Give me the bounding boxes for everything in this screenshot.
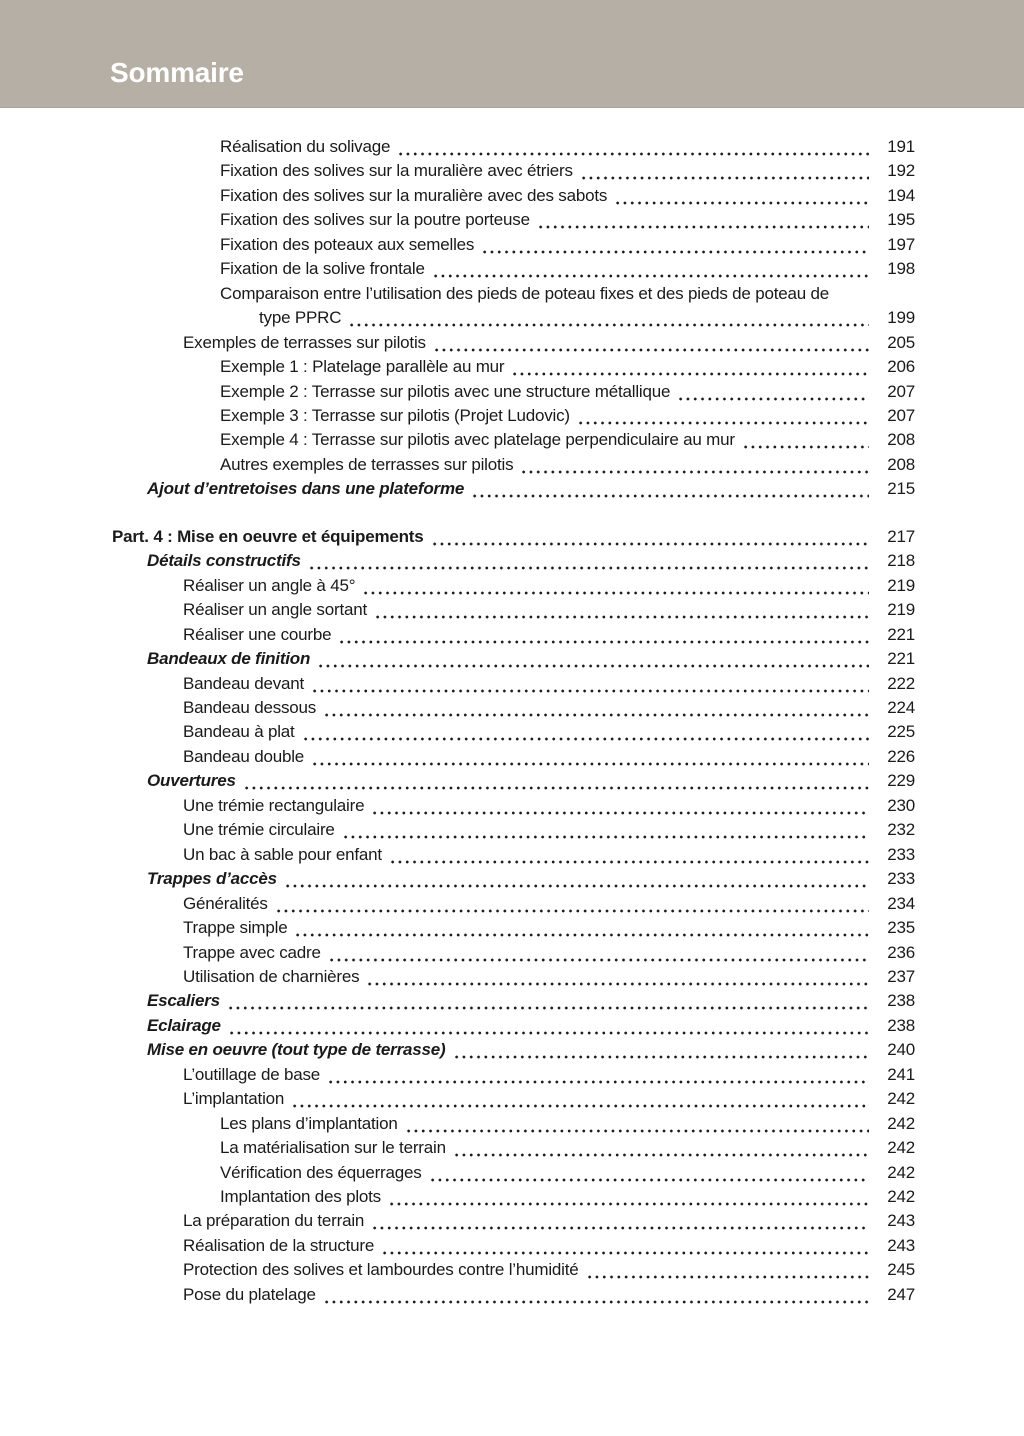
toc-entry-label: Trappe avec cadre (183, 942, 321, 962)
toc-entry-label: type PPRC (259, 308, 342, 328)
toc-entry-page: 221 (887, 624, 915, 644)
toc-entry-label: Utilisation de charnières (183, 966, 360, 986)
dot-leader (371, 1209, 869, 1233)
toc-entry-label: Ouvertures (147, 771, 236, 791)
dot-leader (537, 208, 869, 232)
toc-entry (0, 355, 915, 379)
toc-entry-label: Fixation des solives sur la muralière avec des sabots (220, 185, 608, 205)
toc-entry (0, 1283, 915, 1307)
toc-entry-label: Les plans d’implantation (220, 1113, 398, 1133)
toc-entry (0, 623, 915, 647)
toc-entry-page: 208 (887, 430, 915, 450)
toc-entry-page: 221 (887, 649, 915, 669)
toc-entry-label: Bandeau à plat (183, 722, 295, 742)
dot-leader (294, 916, 869, 940)
toc-entry-label: Escaliers (147, 991, 220, 1011)
toc-entry-label: Une trémie circulaire (183, 820, 335, 840)
dot-leader (388, 1185, 869, 1209)
toc-entry-page: 207 (887, 381, 915, 401)
toc-entry (0, 989, 915, 1013)
toc-entry-label: Exemples de terrasses sur pilotis (183, 332, 426, 352)
dot-leader (580, 159, 869, 183)
dot-leader (338, 623, 869, 647)
toc-entry-page: 243 (887, 1211, 915, 1231)
toc-entry (0, 453, 915, 477)
toc-entry-page: 238 (887, 1015, 915, 1035)
toc-entry (0, 257, 915, 281)
toc-entry-page: 217 (887, 526, 915, 546)
toc-entry-label: Réaliser un angle à 45° (183, 575, 356, 595)
toc-entry-page: 242 (887, 1187, 915, 1207)
toc-entry-label: Réalisation de la structure (183, 1235, 375, 1255)
toc-entry-label: L’implantation (183, 1089, 285, 1109)
toc-entry-page: 191 (887, 137, 915, 156)
dot-leader (317, 647, 869, 671)
toc-entry-page: 234 (887, 893, 915, 913)
dot-leader (431, 525, 869, 549)
toc-entry-label: La matérialisation sur le terrain (220, 1138, 446, 1158)
toc-entry (0, 696, 915, 720)
dot-leader (433, 331, 869, 355)
dot-leader (481, 233, 869, 257)
toc-entry (0, 794, 915, 818)
toc-entry (0, 208, 915, 232)
toc-entry-page: 205 (887, 332, 915, 352)
toc-entry-label: Fixation des solives sur la poutre porteuse (220, 210, 530, 230)
toc-entry (0, 306, 915, 330)
dot-leader (348, 306, 869, 330)
toc-entry (0, 331, 915, 355)
toc-entry (0, 818, 915, 842)
toc-entry-page: 208 (887, 454, 915, 474)
dot-leader (342, 818, 869, 842)
toc-entry (0, 477, 915, 501)
toc-entry-page: 192 (887, 161, 915, 181)
toc-entry-label: Vérification des équerrages (220, 1162, 422, 1182)
toc-entry-page: 242 (887, 1089, 915, 1109)
dot-leader (308, 549, 869, 573)
dot-leader (511, 355, 869, 379)
toc-entry-label: Pose du platelage (183, 1284, 316, 1304)
dot-leader (586, 1258, 869, 1282)
toc-entry-page: 195 (887, 210, 915, 230)
toc-entry (0, 1112, 915, 1136)
toc-entry-page: 215 (887, 479, 915, 499)
dot-leader (432, 257, 869, 281)
toc-entry (0, 1038, 915, 1062)
toc-entry (0, 282, 915, 306)
toc-entry (0, 1234, 915, 1258)
dot-leader (327, 1063, 869, 1087)
table-of-contents (0, 108, 1024, 1307)
dot-leader (677, 380, 869, 404)
toc-entry-page: 194 (887, 185, 915, 205)
dot-leader (429, 1161, 869, 1185)
toc-entry-page: 233 (887, 869, 915, 889)
toc-entry (0, 549, 915, 573)
dot-leader (405, 1112, 869, 1136)
dot-leader (577, 404, 869, 428)
dot-leader (453, 1136, 869, 1160)
toc-entry (0, 867, 915, 891)
toc-entry (0, 892, 915, 916)
toc-entry-label: Exemple 1 : Platelage parallèle au mur (220, 357, 505, 377)
dot-leader (291, 1087, 869, 1111)
toc-entry-page: 225 (887, 722, 915, 742)
toc-entry-page: 233 (887, 844, 915, 864)
toc-entry (0, 916, 915, 940)
toc-entry-page: 232 (887, 820, 915, 840)
dot-leader (284, 867, 869, 891)
toc-entry (0, 769, 915, 793)
toc-entry (0, 720, 915, 744)
toc-entry (0, 1063, 915, 1087)
dot-leader (742, 428, 869, 452)
dot-leader (362, 574, 869, 598)
toc-entry-page: 206 (887, 357, 915, 377)
toc-entry-page: 237 (887, 966, 915, 986)
toc-entry-label: Généralités (183, 893, 268, 913)
toc-entry-page: 242 (887, 1138, 915, 1158)
toc-entry-label: Mise en oeuvre (tout type de terrasse) (147, 1040, 446, 1060)
toc-entry-page: 240 (887, 1040, 915, 1060)
toc-entry (0, 647, 915, 671)
toc-entry-label: Exemple 4 : Terrasse sur pilotis avec platelage perpendiculaire au mur (220, 430, 735, 450)
toc-entry (0, 1209, 915, 1233)
dot-leader (371, 794, 869, 818)
toc-entry-label: Un bac à sable pour enfant (183, 844, 382, 864)
toc-entry-page: 207 (887, 405, 915, 425)
toc-entry (0, 574, 915, 598)
toc-entry (0, 1185, 915, 1209)
toc-entry-page: 219 (887, 575, 915, 595)
toc-entry-page: 242 (887, 1113, 915, 1133)
toc-entry-label: Protection des solives et lambourdes contre l’humidité (183, 1260, 579, 1280)
dot-leader (323, 1283, 869, 1307)
dot-leader (228, 1014, 869, 1038)
header-band (0, 0, 1024, 108)
toc-entry (0, 1014, 915, 1038)
dot-leader (520, 453, 869, 477)
toc-entry (0, 380, 915, 404)
toc-entry-label: Fixation des poteaux aux semelles (220, 234, 475, 254)
toc-entry-page: 236 (887, 942, 915, 962)
toc-entry-label: Bandeau devant (183, 673, 305, 693)
dot-leader (453, 1038, 870, 1062)
toc-entry (0, 1161, 915, 1185)
toc-entry-page: 226 (887, 746, 915, 766)
toc-entry-page: 247 (887, 1284, 915, 1304)
page-title: Sommaire (110, 57, 244, 88)
toc-entry-label: Fixation de la solive frontale (220, 259, 425, 279)
toc-entry-page: 199 (887, 308, 915, 328)
toc-entry-page: 242 (887, 1162, 915, 1182)
dot-leader (614, 184, 869, 208)
toc-entry (0, 672, 915, 696)
toc-entry-label: Bandeaux de finition (147, 649, 311, 669)
toc-entry-label: Exemple 2 : Terrasse sur pilotis avec une structure métallique (220, 381, 671, 401)
toc-entry-label: Exemple 3 : Terrasse sur pilotis (Projet Ludovic) (220, 405, 570, 425)
dot-leader (366, 965, 869, 989)
dot-leader (275, 892, 869, 916)
dot-leader (471, 477, 869, 501)
toc-entry-label: Réalisation du solivage (220, 137, 391, 156)
toc-entry (0, 745, 915, 769)
toc-entry (0, 233, 915, 257)
dot-leader (381, 1234, 869, 1258)
toc-entry (0, 598, 915, 622)
dot-leader (323, 696, 869, 720)
toc-entry-page: 235 (887, 918, 915, 938)
toc-entry (0, 404, 915, 428)
dot-leader (328, 941, 869, 965)
toc-entry-label: Réaliser une courbe (183, 624, 332, 644)
toc-entry-page: 238 (887, 991, 915, 1011)
dot-leader (311, 672, 869, 696)
toc-entry-page: 241 (887, 1064, 915, 1084)
toc-entry-label: Part. 4 : Mise en oeuvre et équipements (112, 526, 424, 546)
toc-entry-label: Autres exemples de terrasses sur pilotis (220, 454, 514, 474)
toc-entry-page: 230 (887, 795, 915, 815)
toc-entry (0, 159, 915, 183)
dot-leader (389, 843, 869, 867)
toc-entry-page: 197 (887, 234, 915, 254)
toc-entry (0, 525, 915, 549)
toc-entry-label: Implantation des plots (220, 1187, 381, 1207)
toc-entry-page: 218 (887, 551, 915, 571)
toc-entry-label: Ajout d’entretoises dans une plateforme (147, 479, 465, 499)
toc-entry-label: Comparaison entre l’utilisation des pieds de poteau fixes et des pieds de poteau de (220, 283, 830, 303)
toc-entry (0, 1087, 915, 1111)
toc-entry (0, 184, 915, 208)
toc-entry-label: Trappes d’accès (147, 869, 277, 889)
toc-entry (0, 428, 915, 452)
toc-entry-page: 245 (887, 1260, 915, 1280)
toc-entry-label: Bandeau double (183, 746, 305, 766)
toc-entry (0, 941, 915, 965)
toc-entry-label: Une trémie rectangulaire (183, 795, 365, 815)
dot-leader (227, 989, 869, 1013)
dot-leader (243, 769, 869, 793)
toc-entry (0, 843, 915, 867)
dot-leader (397, 135, 869, 159)
toc-entry-page: 224 (887, 697, 915, 717)
toc-entry-page: 229 (887, 771, 915, 791)
toc-entry-label: La préparation du terrain (183, 1211, 365, 1231)
dot-leader (374, 598, 869, 622)
toc-entry (0, 1258, 915, 1282)
toc-entry-label: L’outillage de base (183, 1064, 321, 1084)
toc-entry-label: Eclairage (147, 1015, 221, 1035)
toc-entry-label: Trappe simple (183, 918, 288, 938)
toc-entry-label: Détails constructifs (147, 551, 301, 571)
toc-entry-page: 219 (887, 600, 915, 620)
toc-entry (0, 1136, 915, 1160)
dot-leader (302, 720, 869, 744)
dot-leader (311, 745, 869, 769)
toc-entry-label: Réaliser un angle sortant (183, 600, 368, 620)
toc-entry-page: 222 (887, 673, 915, 693)
toc-entry-label: Fixation des solives sur la muralière avec étriers (220, 161, 573, 181)
toc-entry (0, 965, 915, 989)
toc-entry-label: Bandeau dessous (183, 697, 317, 717)
toc-entry-page: 198 (887, 259, 915, 279)
toc-entry-page: 243 (887, 1235, 915, 1255)
toc-entry (0, 135, 915, 159)
